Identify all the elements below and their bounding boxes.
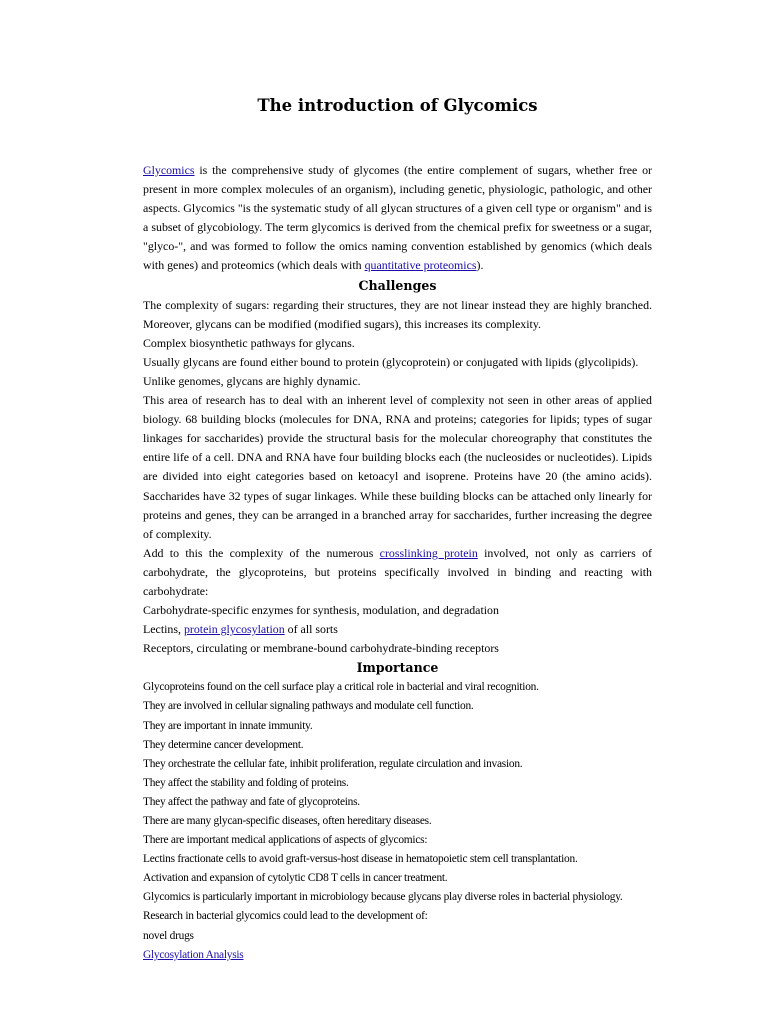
- importance-item: There are important medical applications of aspects of glycomics:: [143, 834, 428, 847]
- challenges-p8-text-b: of all sorts: [284, 622, 338, 637]
- importance-item: They are involved in cellular signaling pathways and modulate cell function.: [143, 700, 474, 713]
- importance-item: They affect the pathway and fate of glycoproteins.: [143, 795, 360, 808]
- importance-list: [143, 678, 652, 964]
- glycomics-link[interactable]: Glycomics: [143, 163, 195, 177]
- challenges-paragraph-5: This area of research has to deal with an inherent level of complexity not seen in other areas of applied biology. 68 building blocks (molecules for DNA, RNA and proteins; categories for lipids; types of sugar linkages for saccharides) provide the structural basis for the molecular choreography that constitutes the entire life of a cell. DNA and RNA have four building blocks each (the nucleosides or nucleotides). Lipids are divided into eight categories based on ketoacyl and isoprene. Proteins have 20 (the amino acids). Saccharides have 32 types of sugar linkages. While these building blocks can be attached only linearly for proteins and genes, they can be arranged in a branched array for saccharides, further increasing the degree of complexity.: [143, 393, 652, 541]
- challenges-p6-text-a: Add to this the complexity of the numerous: [143, 545, 380, 560]
- glycosylation-analysis-link[interactable]: Glycosylation Analysis: [143, 948, 244, 961]
- document-body: [143, 161, 652, 965]
- challenges-paragraph-6: [143, 544, 652, 601]
- challenges-paragraph-3: Usually glycans are found either bound to protein (glycoprotein) or conjugated with lipids (glycolipids).: [143, 354, 639, 369]
- quantitative-proteomics-link[interactable]: quantitative proteomics: [364, 258, 477, 273]
- importance-final-item: [143, 946, 652, 965]
- challenges-paragraph-7: Carbohydrate-specific enzymes for synthesis, modulation, and degradation: [143, 603, 499, 618]
- importance-item: There are many glycan-specific diseases, often hereditary diseases.: [143, 815, 432, 827]
- importance-heading: Importance: [356, 660, 439, 676]
- intro-paragraph: [143, 161, 652, 276]
- importance-item: They determine cancer development.: [143, 738, 304, 751]
- importance-item: Glycoproteins found on the cell surface play a critical role in bacterial and viral recognition.: [143, 681, 539, 694]
- document-title: The introduction of Glycomics: [257, 96, 538, 115]
- challenges-heading: Challenges: [358, 277, 437, 293]
- importance-item: novel drugs: [143, 929, 194, 942]
- importance-item: They affect the stability and folding of proteins.: [143, 776, 349, 789]
- challenges-p6-text-b: involved, not only as carriers of carbohydrate, the glycoproteins, but proteins specifically involved in binding and reacting with carbohydrate:: [143, 545, 652, 598]
- challenges-paragraph-4: Unlike genomes, glycans are highly dynamic.: [143, 373, 361, 388]
- protein-glycosylation-link[interactable]: protein glycosylation: [183, 622, 285, 637]
- importance-item: Glycomics is particularly important in microbiology because glycans play diverse roles in bacterial physiology.: [143, 891, 623, 904]
- importance-item: Lectins fractionate cells to avoid graft-versus-host disease in hematopoietic stem cell transplantation.: [143, 853, 578, 866]
- crosslinking-protein-link[interactable]: crosslinking protein: [379, 545, 478, 560]
- importance-item: They are important in innate immunity.: [143, 719, 313, 732]
- challenges-paragraph-2: Complex biosynthetic pathways for glycans.: [143, 335, 355, 350]
- intro-text-1: is the comprehensive study of glycomes (the entire complement of sugars, whether free or present in more complex molecules of an organism), including genetic, physiologic, pathologic, and other aspects. Glycomics "is the systematic study of all glycan structures of a given cell type or organism" and is a subset of glycobiology. The term glycomics is derived from the chemical prefix for sweetness or a sugar, "glyco-", and was formed to follow the omics naming convention established by genomics (which deals with genes) and proteomics (which deals with: [143, 163, 652, 273]
- challenges-paragraph-9: Receptors, circulating or membrane-bound carbohydrate-binding receptors: [143, 641, 499, 656]
- importance-item: Activation and expansion of cytolytic CD8 T cells in cancer treatment.: [143, 872, 448, 885]
- challenges-p8-text-a: Lectins,: [143, 622, 184, 637]
- intro-text-2: ).: [476, 258, 484, 273]
- challenges-paragraph-8: [143, 620, 652, 639]
- importance-item: They orchestrate the cellular fate, inhibit proliferation, regulate circulation and invasion.: [143, 757, 523, 770]
- importance-item: Research in bacterial glycomics could lead to the development of:: [143, 910, 428, 923]
- challenges-paragraph-1: The complexity of sugars: regarding their structures, they are not linear instead they are highly branched. Moreover, glycans can be modified (modified sugars), this increases its complexity.: [143, 297, 652, 331]
